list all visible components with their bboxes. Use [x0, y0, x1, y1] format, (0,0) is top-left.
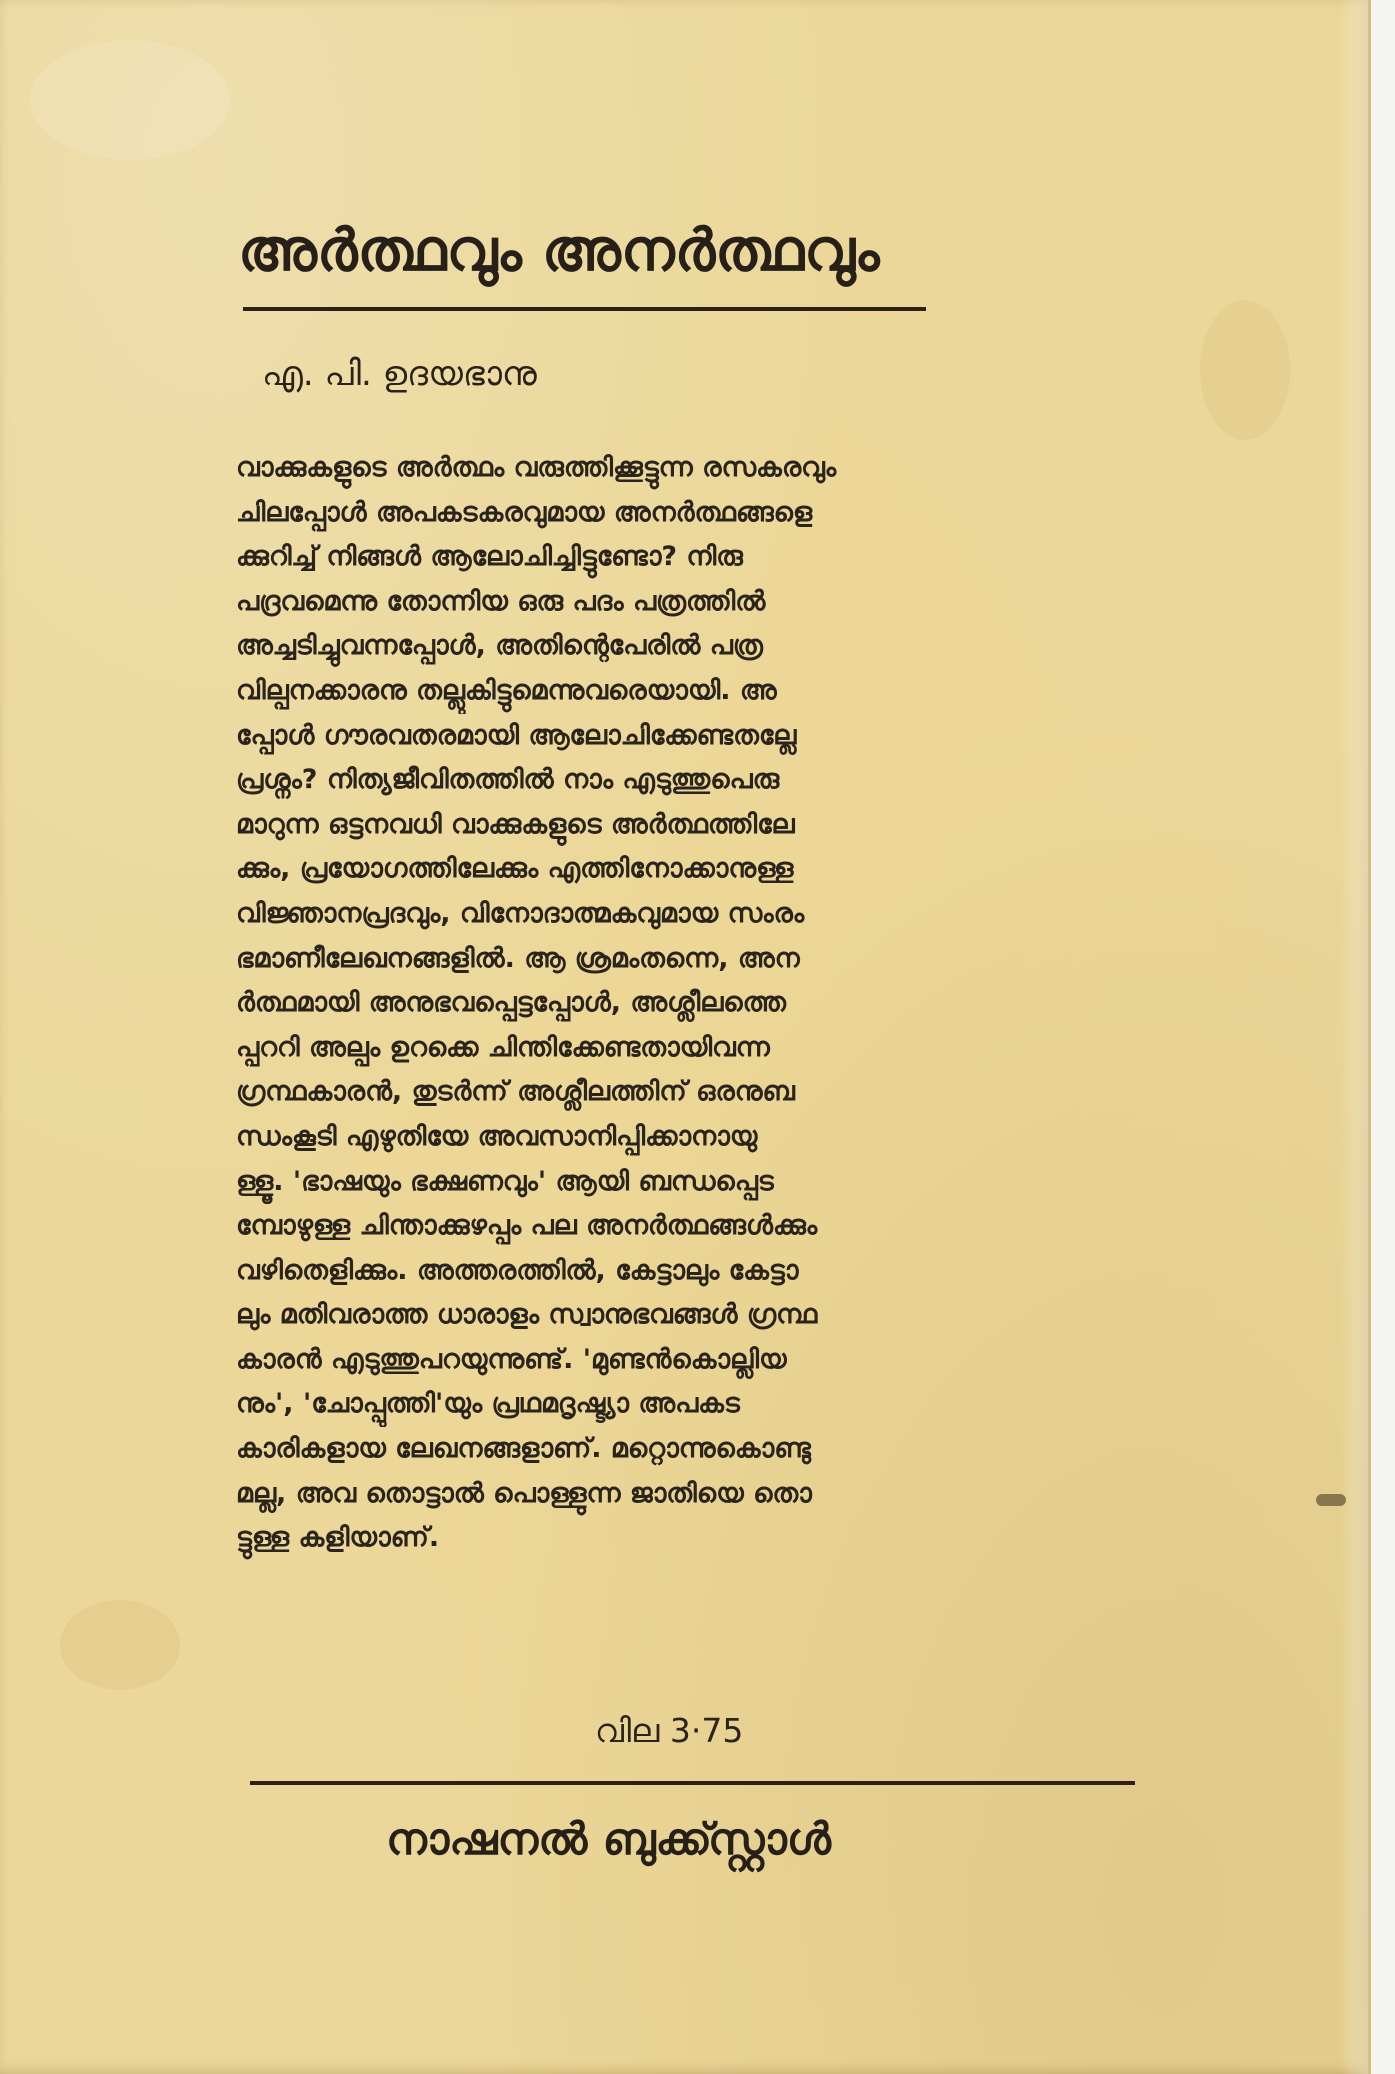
blurb-line: മല്ല, അവ തൊട്ടാൽ പൊള്ളുന്ന ജാതിയെ തൊ: [236, 1477, 812, 1509]
author-name: എ. പി. ഉദയഭാനു: [262, 354, 537, 394]
blurb-line: ർത്ഥമായി അനുഭവപ്പെട്ടപ്പോൾ, അശ്ലീലത്തെ: [236, 987, 786, 1019]
blurb-line: പ്പോൾ ഗൗരവതരമായി ആലോചിക്കേണ്ടതല്ലേ: [236, 719, 797, 751]
blurb-line: ട്ടുള്ള കളിയാണ്.: [236, 1522, 440, 1554]
blurb-line: വിജ്ഞാനപ്രദവും, വിനോദാത്മകവുമായ സംരം: [236, 897, 805, 929]
blurb-line: ഗ്രന്ഥകാരൻ, തുടർന്ന് അശ്ലീലത്തിന് ഒരനുബ: [236, 1076, 795, 1108]
blurb-text: [236, 446, 1136, 1561]
book-title: അർത്ഥവും അനർത്ഥവും: [238, 216, 880, 284]
blurb-line: ക്കും, പ്രയോഗത്തിലേക്കും എത്തിനോക്കാനുള്ള: [236, 853, 794, 885]
price-label: വില 3·75: [595, 1711, 744, 1750]
blurb-line: ക്കുറിച്ച് നിങ്ങൾ ആലോചിച്ചിട്ടുണ്ടോ? നിരു: [236, 541, 743, 573]
publisher-name: നാഷനൽ ബുക്ക്സ്റ്റാൾ: [386, 1814, 831, 1865]
paper-stain: [1200, 300, 1290, 440]
blurb-line: പദ്രവമെന്നു തോന്നിയ ഒരു പദം പത്രത്തിൽ: [236, 585, 766, 617]
blurb-line: പ്പററി അല്പം ഉറക്കെ ചിന്തിക്കേണ്ടതായിവന്ന: [236, 1031, 770, 1063]
edge-mark: [1316, 1494, 1346, 1506]
blurb-line: കാരൻ എടുത്തുപറയുന്നുണ്ട്. 'മുണ്ടൻകൊല്ലിയ: [236, 1343, 787, 1375]
publisher-rule: [250, 1781, 1135, 1785]
blurb-line: ഭമാണീലേഖനങ്ങളിൽ. ആ ശ്രമംതന്നെ, അന: [236, 942, 800, 974]
title-rule: [243, 307, 926, 311]
blurb-line: ന്ധംകൂടി എഴുതിയേ അവസാനിപ്പിക്കാനായു: [236, 1120, 758, 1152]
blurb-line: നും', 'ചോപ്പുത്തി'യും പ്രഥമദൃഷ്ട്യാ അപകട: [236, 1388, 740, 1420]
paper-stain: [30, 40, 230, 160]
blurb-line: വാക്കുകളുടെ അർത്ഥം വരുത്തിക്കൂട്ടുന്ന രസകരവും: [236, 452, 837, 483]
blurb-line: പ്രശ്നം? നിത്യജീവിതത്തിൽ നാം എടുത്തുപെരു: [236, 764, 780, 796]
blurb-line: ലും മതിവരാത്ത ധാരാളം സ്വാനുഭവങ്ങൾ ഗ്രന്ഥ: [236, 1299, 818, 1331]
blurb-line: മാറുന്ന ഒട്ടനവധി വാക്കുകളുടെ അർത്ഥത്തിലേ: [236, 808, 795, 840]
blurb-line: ചിലപ്പോൾ അപകടകരവുമായ അനർത്ഥങ്ങളെ: [236, 496, 813, 528]
blurb-line: വില്പനക്കാരനു തല്ലുകിട്ടുമെന്നുവരെയായി. അ: [236, 674, 777, 706]
blurb-line: ള്ളൂ. 'ഭാഷയും ഭക്ഷണവും' ആയി ബന്ധപ്പെട: [236, 1165, 774, 1197]
paper-stain: [60, 1600, 180, 1690]
blurb-line: കാരികളായ ലേഖനങ്ങളാണ്. മറ്റൊന്നുകൊണ്ടു: [236, 1433, 811, 1465]
blurb-line: മ്പോഴുള്ള ചിന്താക്കുഴപ്പം പല അനർത്ഥങ്ങൾക്കും: [236, 1210, 818, 1242]
blurb-line: അച്ചടിച്ചുവന്നപ്പോൾ, അതിന്റെപേരിൽ പത്ര: [236, 630, 763, 662]
page-edge: [1340, 0, 1368, 2074]
blurb-line: വഴിതെളിക്കും. അത്തരത്തിൽ, കേട്ടാലും കേട്ടാ: [236, 1254, 799, 1286]
